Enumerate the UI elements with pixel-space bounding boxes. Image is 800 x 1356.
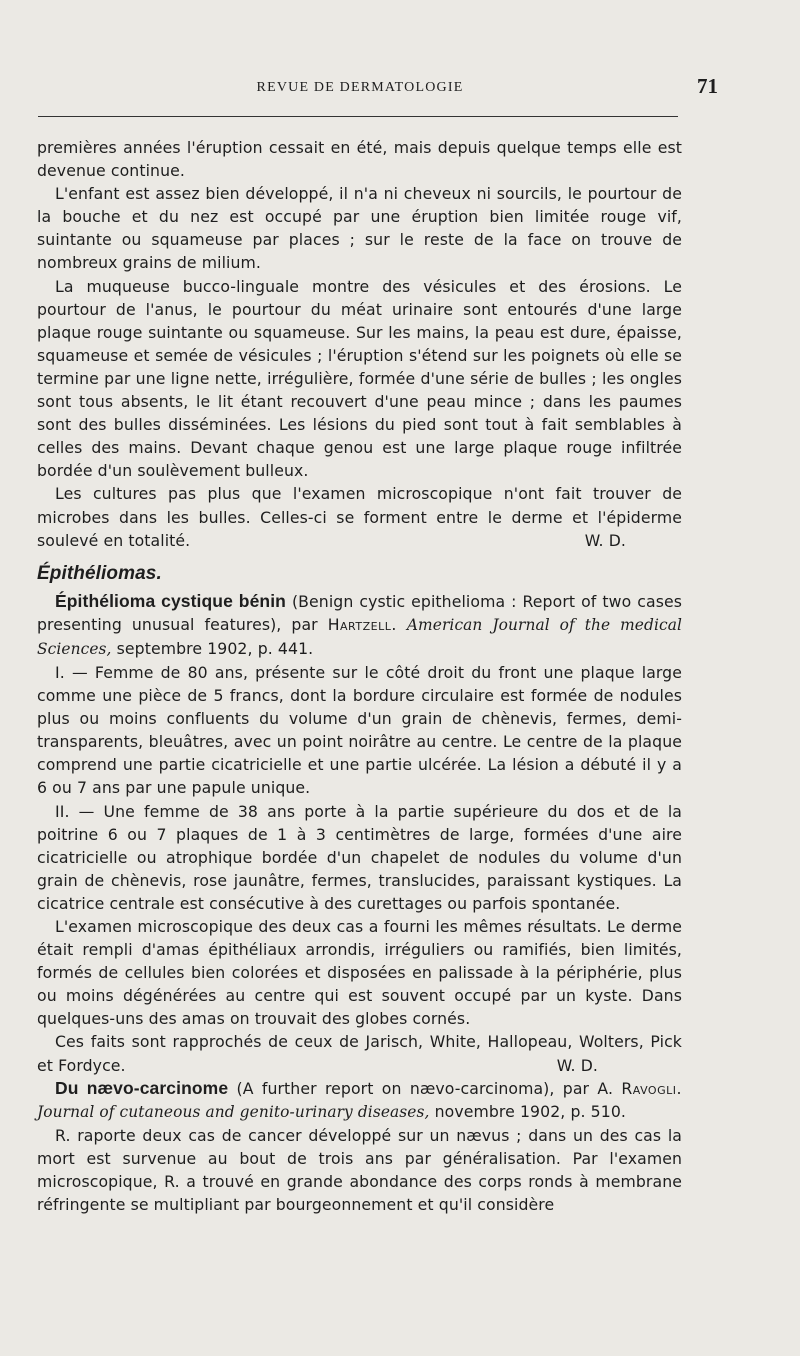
- author-signature: W. D.: [556, 1055, 598, 1075]
- entry-author: Ravogli.: [621, 1078, 682, 1098]
- entry-title: Épithélioma cystique bénin: [55, 590, 286, 611]
- entry-title: Du nævo-carcinome: [55, 1077, 229, 1098]
- entry-reference: septembre 1902, p. 441.: [116, 638, 314, 658]
- header-rule: [38, 116, 678, 117]
- section-title: Épithéliomas.: [37, 562, 162, 584]
- body-text: [37, 136, 682, 1216]
- paragraph: R. raporte deux cas de cancer développé sur un nævus ; dans un des cas la mort est survenue au bout de trois ans par généralisation. Par l'examen microscopique, R. a trouvé en grande abondance des corps ronds à membrane réfringente se multipliant par bourgeonnement et qu'il considère: [37, 1125, 682, 1215]
- paragraph: L'examen microscopique des deux cas a fourni les mêmes résultats. Le derme était rempli d'amas épithéliaux arrondis, irréguliers ou ramifiés, bien limités, formés de cellules bien colorées et disposées en palissade à la périphérie, plus ou moins dégénérées au centre qui est souvent occupé par un kyste. Dans quelques-uns des amas on trouvait des globes cornés.: [37, 917, 682, 1029]
- paragraph: I. — Femme de 80 ans, présente sur le côté droit du front une plaque large comme une pièce de 5 francs, dont la bordure circulaire est formée de nodules plus ou moins confluents du volume d'un grain de chènevis, fermes, demi-transparents, bleuâtres, avec un point noirâtre au centre. Le centre de la plaque comprend une partie cicatricielle et une partie ulcérée. La lésion a débuté il y a 6 ou 7 ans par une papule unique.: [37, 662, 682, 798]
- entry-heading: [37, 1077, 682, 1124]
- paragraph-text: Les cultures pas plus que l'examen microscopique n'ont fait trouver de microbes dans les bulles. Celles-ci se forment entre le derme et l'épiderme soulevé en totalité.: [37, 484, 682, 550]
- entry-heading: [37, 590, 682, 661]
- entry-subtitle: (A further report on nævo-carcinoma), par A.: [236, 1078, 614, 1098]
- paragraph: premières années l'éruption cessait en été, mais depuis quelque temps elle est devenue continue.: [37, 138, 682, 181]
- author-signature: W. D.: [584, 530, 626, 550]
- paragraph: [37, 1030, 682, 1076]
- running-title: REVUE DE DERMATOLOGIE: [256, 80, 464, 95]
- entry-subtitle: (Benign cystic epithelioma : Report of two cases presenting unusual features), par: [37, 591, 682, 634]
- paragraph: L'enfant est assez bien développé, il n'a ni cheveux ni sourcils, le pourtour de la bouche et du nez est occupé par une éruption bien limitée rouge vif, suintante ou squameuse par places ; sur le reste de la face on trouve de nombreux grains de milium.: [37, 184, 682, 273]
- paragraph-text: Ces faits sont rapprochés de ceux de Jarisch, White, Hallopeau, Wolters, Pick et Fordyce.: [37, 1032, 682, 1075]
- entry-journal: American Journal of the medical Sciences,: [37, 615, 682, 658]
- page-number: 71: [697, 74, 718, 98]
- paragraph: II. — Une femme de 38 ans porte à la partie supérieure du dos et de la poitrine 6 ou 7 plaques de 1 à 3 centimètres de large, formées d'une aire cicatricielle ou atrophique bordée d'un chapelet de nodules du volume d'un grain de chènevis, rose jaunâtre, fermes, translucides, paraissant kystiques. La cicatrice centrale est consécutive à des curettages ou parfois spontanée.: [37, 801, 682, 913]
- paragraph: La muqueuse bucco-linguale montre des vésicules et des érosions. Le pourtour de l'anus, le pourtour du méat urinaire sont entourés d'une large plaque rouge suintante ou squameuse. Sur les mains, la peau est dure, épaisse, squameuse et semée de vésicules ; l'éruption s'étend sur les poignets où elle se termine par une ligne nette, irrégulière, formée d'une série de bulles ; les ongles sont tous absents, le lit étant recouvert d'une peau mince ; dans les paumes sont des bulles disséminées. Les lésions du pied sont tout à fait semblables à celles des mains. Devant chaque genou est une large plaque rouge infiltrée bordée d'un soulèvement bulleux.: [37, 276, 682, 481]
- paragraph: [37, 482, 682, 551]
- entry-journal: Journal of cutaneous and genito-urinary diseases,: [37, 1102, 430, 1121]
- entry-reference: novembre 1902, p. 510.: [434, 1101, 627, 1121]
- page-header: [38, 74, 718, 100]
- entry-author: Hartzell.: [327, 614, 397, 634]
